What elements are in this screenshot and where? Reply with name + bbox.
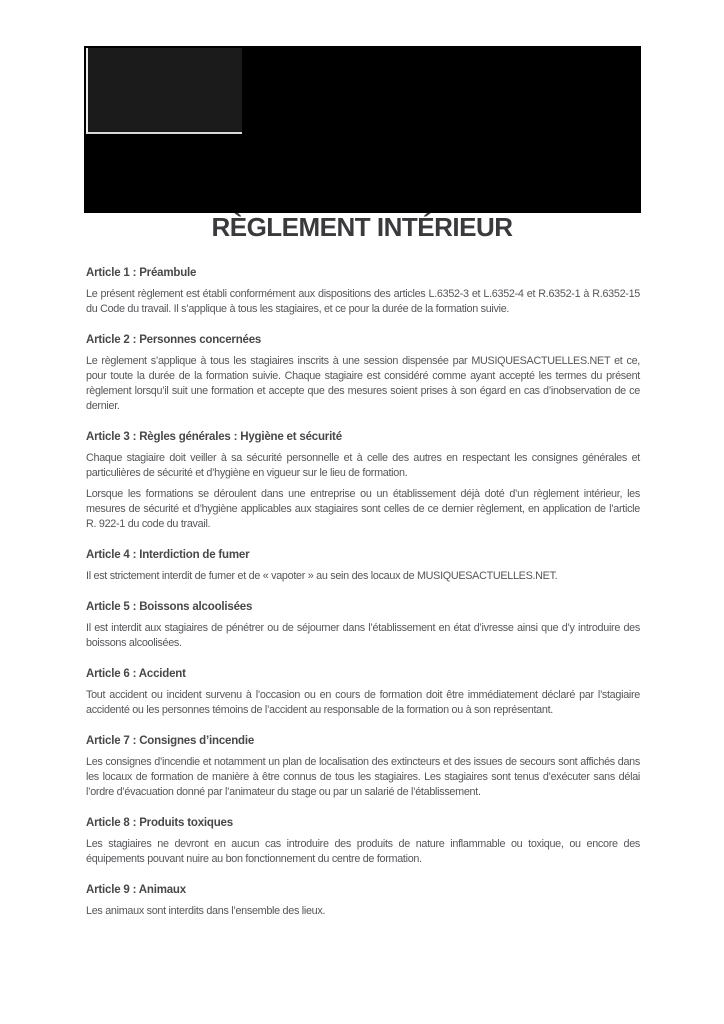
redacted-header-image	[84, 46, 641, 213]
article-7	[86, 734, 640, 800]
article-3	[86, 430, 640, 532]
article-4-paragraph: Il est strictement interdit de fumer et de « vapoter » au sein des locaux de MUSIQUESACTUELLES.NET.	[86, 570, 558, 582]
article-2-paragraph: Le règlement s’applique à tous les stagiaires inscrits à une session dispensée par MUSIQUESACTUELLES.NET et ce, pour toute la durée de la formation suivie. Chaque stagiaire est considéré comme ayant accepté les termes du présent règlement lorsqu’il suit une formation et accepte que des mesures soient prises à son égard en cas d’inobservation de ce dernier.	[86, 355, 640, 412]
article-3-paragraph-2: Lorsque les formations se déroulent dans une entreprise ou un établissement déjà doté d’un règlement intérieur, les mesures de sécurité et d’hygiène applicables aux stagiaires sont celles de ce dernier règlement, en application de l’article R. 922-1 du code du travail.	[86, 488, 640, 530]
article-3-paragraph-1: Chaque stagiaire doit veiller à sa sécurité personnelle et à celle des autres en respectant les consignes générales et particulières de sécurité et d’hygiène en vigueur sur le lieu de formation.	[86, 452, 640, 479]
article-6-heading: Article 6 : Accident	[86, 668, 186, 680]
document-body	[86, 266, 640, 935]
document-title: RÈGLEMENT INTÉRIEUR	[211, 212, 513, 242]
article-7-paragraph: Les consignes d’incendie et notamment un plan de localisation des extincteurs et des issues de secours sont affichés dans les locaux de formation de manière à être connus de tous les stagiaires. Les stagiaires sont tenus d’exécuter sans délai l’ordre d’évacuation donné par l’animateur du stage ou par un salarié de l’établissement.	[86, 756, 640, 798]
article-5-paragraph: Il est interdit aux stagiaires de pénétrer ou de séjourner dans l’établissement en état d’ivresse ainsi que d’y introduire des boissons alcoolisées.	[86, 622, 640, 649]
article-6-paragraph: Tout accident ou incident survenu à l’occasion ou en cours de formation doit être immédiatement déclaré par l’stagiaire accidenté ou les personnes témoins de l’accident au responsable de la formation ou à son représentant.	[86, 689, 640, 716]
article-5-heading: Article 5 : Boissons alcoolisées	[86, 601, 253, 613]
redacted-logo-inset	[86, 48, 242, 134]
article-1-heading: Article 1 : Préambule	[86, 267, 197, 279]
article-4-heading: Article 4 : Interdiction de fumer	[86, 549, 250, 561]
article-9-paragraph: Les animaux sont interdits dans l’ensemble des lieux.	[86, 905, 326, 917]
article-6	[86, 667, 640, 718]
article-9-heading: Article 9 : Animaux	[86, 884, 186, 896]
article-2	[86, 333, 640, 414]
article-1	[86, 266, 640, 317]
article-8-heading: Article 8 : Produits toxiques	[86, 817, 233, 829]
article-2-heading: Article 2 : Personnes concernées	[86, 334, 262, 346]
article-3-heading: Article 3 : Règles générales : Hygiène et sécurité	[86, 431, 342, 443]
article-8-paragraph: Les stagiaires ne devront en aucun cas introduire des produits de nature inflammable ou toxique, ou encore des équipements pouvant nuire au bon fonctionnement du centre de formation.	[86, 838, 640, 865]
article-4	[86, 548, 640, 584]
article-9	[86, 883, 640, 919]
article-1-paragraph: Le présent règlement est établi conformément aux dispositions des articles L.6352-3 et L.6352-4 et R.6352-1 à R.6352-15 du Code du travail. Il s’applique à tous les stagiaires, et ce pour la durée de la formation suivie.	[86, 288, 640, 315]
article-7-heading: Article 7 : Consignes d’incendie	[86, 735, 255, 747]
article-5	[86, 600, 640, 651]
article-8	[86, 816, 640, 867]
